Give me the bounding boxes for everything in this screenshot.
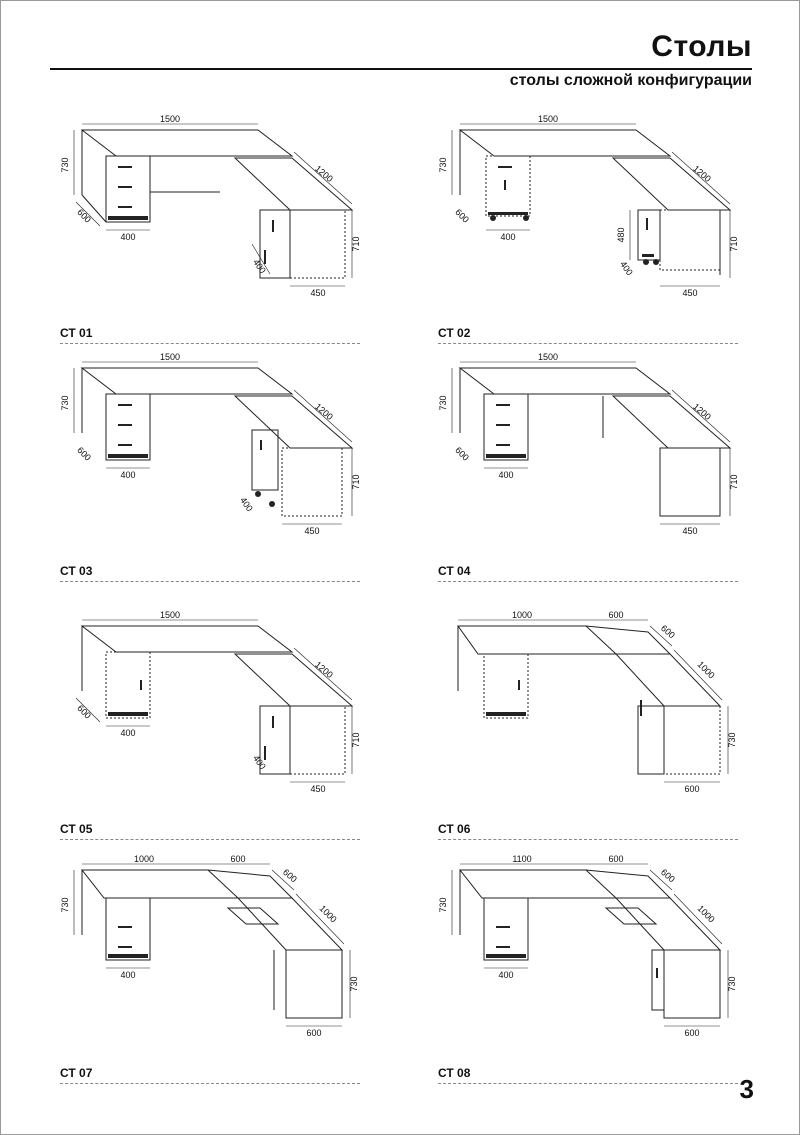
- dim-return-depth: 1200: [313, 163, 335, 184]
- desk-st01: [60, 110, 360, 340]
- dim-return-height: 730: [727, 976, 737, 992]
- title-rule: [50, 68, 752, 70]
- dimension-labels: [60, 850, 360, 1050]
- dim-width: 1000: [511, 610, 533, 620]
- dimension-labels: [438, 850, 738, 1050]
- dim-pedestal: 400: [498, 970, 514, 980]
- dim-return-height: 710: [729, 236, 739, 252]
- model-underline: [438, 343, 738, 344]
- dim-return-width: 600: [684, 1028, 700, 1038]
- dim-return-width: 600: [684, 784, 700, 794]
- desk-st06: [438, 606, 738, 836]
- dim-corner: 600: [658, 623, 677, 641]
- dim-height: 730: [438, 395, 448, 411]
- dim-return-depth: 1200: [691, 401, 713, 422]
- model-code: СТ 03: [60, 564, 93, 578]
- dim-height: 730: [438, 157, 448, 173]
- desk-st02: [438, 110, 738, 340]
- desk-st04: [438, 348, 738, 578]
- dim-width: 1500: [537, 114, 559, 124]
- dim-width: 1500: [159, 610, 181, 620]
- model-code: СТ 04: [438, 564, 471, 578]
- dim-return-height: 710: [729, 474, 739, 490]
- dim-height: 730: [438, 897, 448, 913]
- desk-st07: [60, 850, 360, 1080]
- dim-return-width: 450: [310, 784, 326, 794]
- dim-return-width: 450: [682, 526, 698, 536]
- page-number: 3: [739, 1074, 754, 1104]
- page-subtitle: столы сложной конфигурации: [509, 72, 752, 89]
- model-code: СТ 05: [60, 822, 93, 836]
- dim-return-width: 450: [682, 288, 698, 298]
- dim-module-height: 480: [616, 227, 626, 243]
- desk-st05: [60, 606, 360, 836]
- dim-return-height: 730: [349, 976, 359, 992]
- dim-left-depth: 600: [453, 207, 471, 225]
- dim-pedestal: 400: [498, 470, 514, 480]
- dim-module-depth: 400: [251, 257, 268, 276]
- dim-return-width: 450: [310, 288, 326, 298]
- model-underline: [60, 1083, 360, 1084]
- dim-width: 1500: [159, 114, 181, 124]
- dimension-labels: [438, 348, 738, 548]
- dim-corner: 600: [280, 867, 299, 885]
- dim-pedestal: 400: [120, 470, 136, 480]
- dim-pedestal: 400: [120, 232, 136, 242]
- dim-corner: 600: [658, 867, 677, 885]
- dimension-labels: [60, 606, 360, 806]
- dim-width: 1500: [537, 352, 559, 362]
- dim-width-2: 600: [608, 854, 624, 864]
- dim-left-depth: 600: [453, 445, 471, 463]
- dim-return-depth: 1200: [313, 401, 335, 422]
- dim-pedestal: 400: [120, 970, 136, 980]
- model-code: СТ 08: [438, 1066, 471, 1080]
- dim-height: 730: [60, 897, 70, 913]
- dim-module-depth: 400: [618, 259, 635, 278]
- dimension-labels: [438, 110, 738, 310]
- dim-height: 730: [60, 157, 70, 173]
- dimension-labels: [60, 110, 360, 310]
- dim-return-width: 600: [306, 1028, 322, 1038]
- dim-width: 1500: [159, 352, 181, 362]
- dim-width-2: 600: [608, 610, 624, 620]
- dim-left-depth: 600: [75, 703, 93, 721]
- model-underline: [60, 581, 360, 582]
- desk-st08: [438, 850, 738, 1080]
- dim-left-depth: 600: [75, 445, 93, 463]
- dimension-labels: [438, 606, 738, 806]
- dim-width: 1000: [133, 854, 155, 864]
- dim-return-height: 710: [351, 474, 361, 490]
- model-code: СТ 07: [60, 1066, 93, 1080]
- dim-pedestal: 400: [120, 728, 136, 738]
- dim-pedestal: 400: [500, 232, 516, 242]
- dim-module-depth: 400: [251, 753, 268, 772]
- dim-width: 1100: [512, 854, 532, 864]
- model-underline: [438, 581, 738, 582]
- model-underline: [60, 839, 360, 840]
- desk-st03: [60, 348, 360, 578]
- dim-return-height: 710: [351, 732, 361, 748]
- dim-height: 730: [60, 395, 70, 411]
- dim-return-depth: 1000: [695, 903, 717, 925]
- dim-left-depth: 600: [75, 207, 93, 225]
- model-code: СТ 02: [438, 326, 471, 340]
- dim-return-depth: 1200: [313, 659, 335, 680]
- model-underline: [438, 1083, 738, 1084]
- model-underline: [60, 343, 360, 344]
- dimension-labels: [60, 348, 360, 548]
- model-code: СТ 06: [438, 822, 471, 836]
- dim-return-depth: 1000: [317, 903, 339, 925]
- page-title: Столы: [651, 30, 752, 63]
- dim-return-depth: 1200: [691, 163, 713, 184]
- dim-module-depth: 400: [238, 495, 255, 514]
- dim-return-width: 450: [304, 526, 320, 536]
- dim-width-2: 600: [230, 854, 246, 864]
- dim-return-depth: 1000: [695, 659, 717, 681]
- model-code: СТ 01: [60, 326, 93, 340]
- model-underline: [438, 839, 738, 840]
- dim-return-height: 710: [351, 236, 361, 252]
- dim-height: 730: [727, 732, 737, 748]
